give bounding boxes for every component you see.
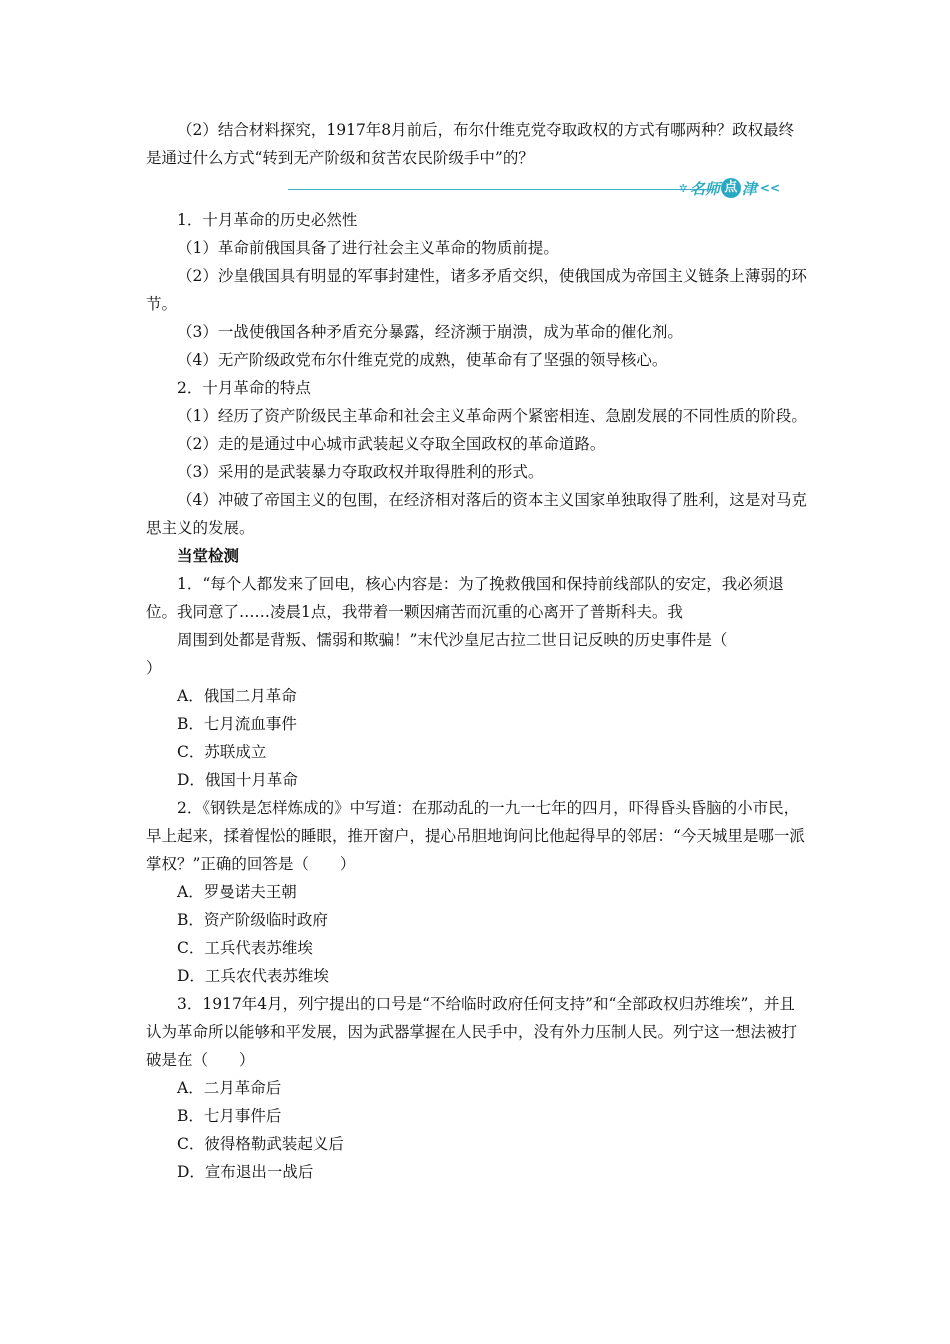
double-chevron-icon: << xyxy=(759,181,780,195)
question-1-stem: 1．“每个人都发来了回电，核心内容是：为了挽救俄国和保持前线部队的安定，我必须退位。我同意了……凌晨1点，我带着一颗因痛苦而沉重的心离开了普斯科夫。我 xyxy=(146,575,784,621)
note-item: （2）走的是通过中心城市武装起义夺取全国政权的革命道路。 xyxy=(177,435,606,453)
gear-icon: ✲ xyxy=(678,181,688,195)
teacher-tips-banner xyxy=(146,174,808,202)
note-item: （4）冲破了帝国主义的包围，在经济相对落后的资本主义国家单独取得了胜利，这是对马克思主义的发展。 xyxy=(146,491,807,537)
q2-option-c: C．工兵代表苏维埃 xyxy=(177,939,313,957)
q1-option-d: D．俄国十月革命 xyxy=(177,771,298,789)
q3-option-d: D．宣布退出一战后 xyxy=(177,1163,314,1181)
banner-divider-line xyxy=(288,189,716,190)
q1-option-b: B．七月流血事件 xyxy=(177,715,297,733)
section-heading: 当堂检测 xyxy=(177,547,240,565)
badge-text-part1: 名师 xyxy=(689,179,720,198)
content-column xyxy=(146,116,808,1186)
note-item: （4）无产阶级政党布尔什维克党的成熟，使革命有了坚强的领导核心。 xyxy=(177,351,668,369)
question-2-stem: 2．《钢铁是怎样炼成的》中写道：在那动乱的一九一七年的四月，吓得昏头昏脑的小市民，早上起来，揉着惺忪的睡眼，推开窗户，提心吊胆地询问比他起得早的邻居：“今天城里是哪一派掌权？”正确的回答是（ ） xyxy=(146,799,805,873)
question-1-paren: ） xyxy=(146,659,162,677)
note-item: （1）经历了资产阶级民主革命和社会主义革命两个紧密相连、急剧发展的不同性质的阶段。 xyxy=(177,407,807,425)
q3-option-c: C．彼得格勒武装起义后 xyxy=(177,1135,344,1153)
q3-option-b: B．七月事件后 xyxy=(177,1107,282,1125)
q3-option-a: A．二月革命后 xyxy=(177,1079,282,1097)
question-1-stem-cont: 周围到处都是背叛、懦弱和欺骗！”末代沙皇尼古拉二世日记反映的历史事件是（ xyxy=(177,631,728,649)
q2-option-a: A．罗曼诺夫王朝 xyxy=(177,883,297,901)
badge-text-part2: 津 xyxy=(741,179,757,198)
q2-option-d: D．工兵农代表苏维埃 xyxy=(177,967,329,985)
note-heading-2: 2．十月革命的特点 xyxy=(177,379,311,397)
note-item: （1）革命前俄国具备了进行社会主义革命的物质前提。 xyxy=(177,239,559,257)
question-3-stem: 3．1917年4月，列宁提出的口号是“不给临时政府任何支持”和“全部政权归苏维埃”，并且认为革命所以能够和平发展，因为武器掌握在人民手中，没有外力压制人民。列宁这一想法被打破是在（ ） xyxy=(146,995,798,1069)
note-heading-1: 1．十月革命的历史必然性 xyxy=(177,211,358,229)
note-item: （3）采用的是武装暴力夺取政权并取得胜利的形式。 xyxy=(177,463,544,481)
q1-option-a: A．俄国二月革命 xyxy=(177,687,297,705)
q2-option-b: B．资产阶级临时政府 xyxy=(177,911,328,929)
note-item: （3）一战使俄国各种矛盾充分暴露，经济濒于崩溃，成为革命的催化剂。 xyxy=(177,323,683,341)
badge-circle-char: 点 xyxy=(721,178,741,198)
teacher-tips-badge xyxy=(679,177,780,199)
note-item: （2）沙皇俄国具有明显的军事封建性，诸多矛盾交织，使俄国成为帝国主义链条上薄弱的环节。 xyxy=(146,267,807,313)
question-2-exploration: （2）结合材料探究，1917年8月前后，布尔什维克党夺取政权的方式有哪两种？政权最终是通过什么方式“转到无产阶级和贫苦农民阶级手中”的？ xyxy=(146,121,795,167)
q1-option-c: C．苏联成立 xyxy=(177,743,267,761)
